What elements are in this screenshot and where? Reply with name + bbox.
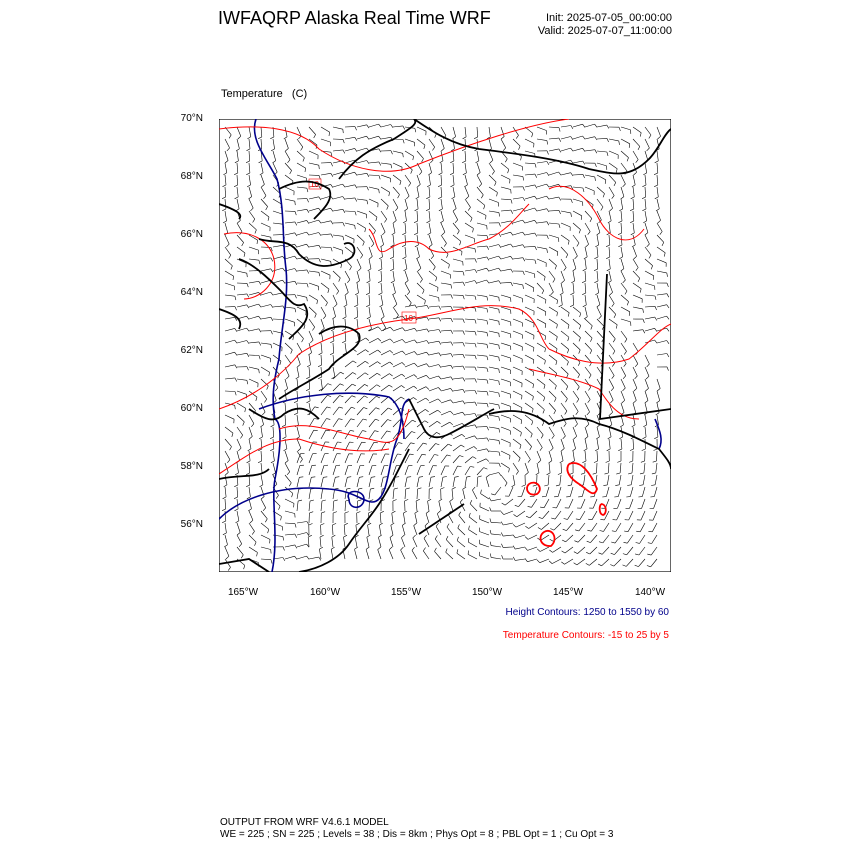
lon-label-160: 160°W [309, 587, 341, 598]
lon-label-155: 155°W [390, 587, 422, 598]
height-legend [506, 607, 669, 618]
field-temperature: Temperature (C) [221, 88, 308, 100]
lat-label-68: 68°N [180, 171, 203, 182]
temperature-legend-text: Temperature Contours: -15 to 25 by 5 [502, 630, 669, 641]
valid-time: Valid: 2025-07-07_11:00:00 [537, 25, 672, 37]
temp-label-2: 10 [404, 314, 413, 323]
height-legend-text: Height Contours: 1250 to 1550 by 60 [505, 607, 669, 618]
lat-label-66: 66°N [180, 229, 203, 240]
temp-label-1: 10 [310, 180, 319, 189]
init-time: Init: 2025-07-05_00:00:00 [546, 12, 672, 24]
map-plot [219, 119, 671, 572]
lon-label-150: 150°W [471, 587, 503, 598]
lat-label-70: 70°N [180, 113, 203, 124]
footer-line-1: OUTPUT FROM WRF V4.6.1 MODEL [220, 817, 389, 828]
map-title: IWFAQRP Alaska Real Time WRF [218, 8, 491, 28]
footer-line-2: WE = 225 ; SN = 225 ; Levels = 38 ; Dis = 8km ; Phys Opt = 8 ; PBL Opt = 1 ; Cu Opt = 3 [220, 829, 614, 840]
lon-label-165: 165°W [227, 587, 259, 598]
lat-label-62: 62°N [180, 345, 203, 356]
lat-label-64: 64°N [180, 287, 203, 298]
lon-label-140: 140°W [634, 587, 666, 598]
temperature-legend [503, 630, 669, 641]
model-footer [220, 817, 613, 841]
lat-label-60: 60°N [180, 403, 203, 414]
lon-label-145: 145°W [552, 587, 584, 598]
lat-label-58: 58°N [180, 461, 203, 472]
lat-label-56: 56°N [180, 519, 203, 530]
run-times [538, 12, 672, 38]
